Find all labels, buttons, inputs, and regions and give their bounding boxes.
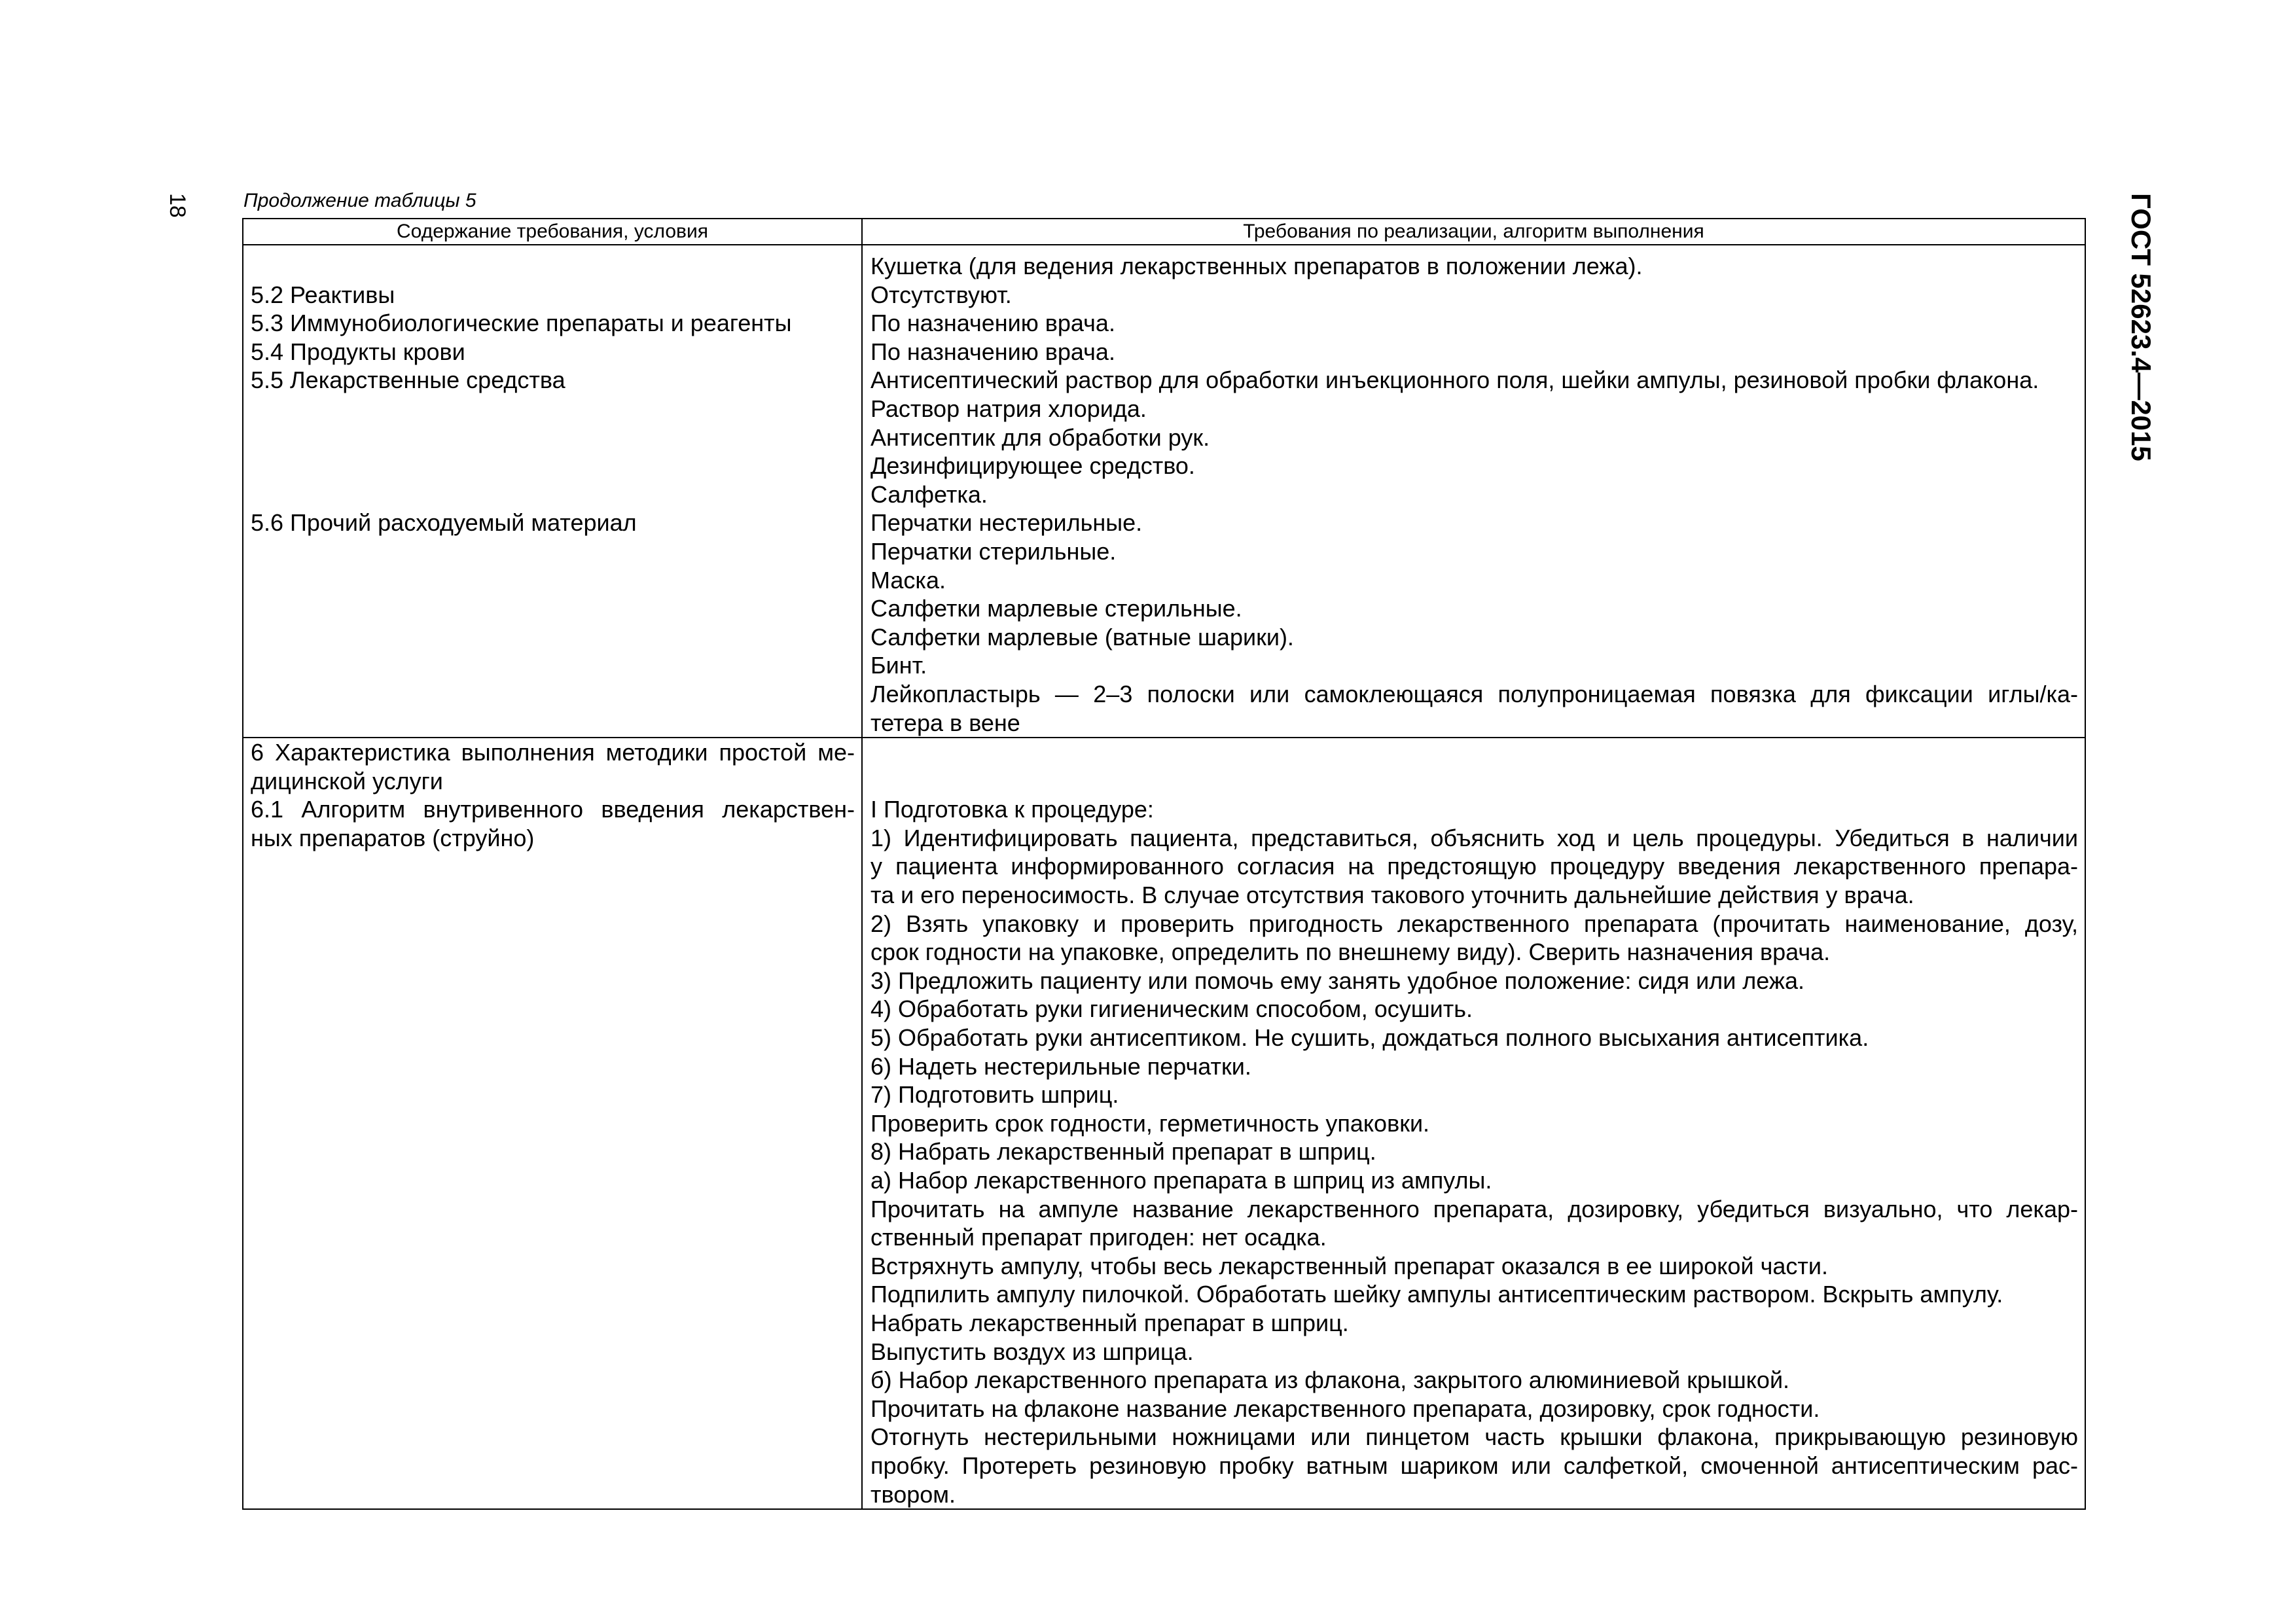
row2-right-line: б) Набор лекарственного препарата из флакона, закрытого алюминиевой крышкой.: [870, 1366, 1790, 1394]
row2-right-line: 8) Набрать лекарственный препарат в шприц.: [870, 1138, 1376, 1166]
row1-left-line: [251, 423, 855, 452]
row2-left-line: 6.1 Алгоритм внутривенного введения лекарствен-: [251, 796, 855, 823]
row2-right-line: ственный препарат пригоден: нет осадка.: [870, 1224, 1327, 1251]
row2-right-line: 5) Обработать руки антисептиком. Не сушить, дождаться полного высыхания антисептика.: [870, 1024, 1869, 1052]
table-row-procedure: [243, 738, 2085, 1509]
row1-left-line: [251, 395, 855, 423]
row1-right-line: Перчатки стерильные.: [870, 537, 1117, 565]
row1-right-line: Антисептик для обработки рук.: [870, 423, 1210, 451]
row1-right-line: Раствор натрия хлорида.: [870, 395, 1147, 422]
row1-right-line: Дезинфицирующее средство.: [870, 452, 1195, 480]
row2-right-line: [870, 738, 2078, 767]
row2-right-cell: [862, 738, 2085, 1509]
row1-right-line: тетера в вене: [870, 709, 1020, 736]
row2-right-line: 4) Обработать руки гигиеническим способом, осушить.: [870, 995, 1473, 1023]
row1-left-line: [251, 480, 855, 509]
table-row-materials: [243, 252, 2085, 738]
row2-left-cell: [243, 738, 862, 1509]
row2-right-line: та и его переносимость. В случае отсутствия такового уточнить дальнейшие действия у врача.: [870, 882, 1914, 909]
row1-left-line: [251, 252, 855, 281]
standard-code: ГОСТ 52623.4—2015: [2126, 193, 2157, 461]
row2-right-line: Отогнуть нестерильными ножницами или пинцетом часть крышки флакона, прикрывающую резиновую: [870, 1423, 2078, 1451]
row2-left-line: 6 Характеристика выполнения методики простой ме-: [251, 739, 855, 766]
row1-right-line: Перчатки нестерильные.: [870, 509, 1143, 537]
row2-right-line: Прочитать на ампуле название лекарственного препарата, дозировку, убедиться визуально, что лекар-: [870, 1195, 2078, 1222]
row2-right-line: 1) Идентифицировать пациента, представиться, объяснить ход и цель процедуры. Убедиться в наличии: [870, 824, 2078, 851]
row2-right-line: Прочитать на флаконе название лекарственного препарата, дозировку, срок годности.: [870, 1395, 1820, 1422]
row2-right-line: [870, 767, 2078, 796]
table-caption: Продолжение таблицы 5: [243, 190, 476, 211]
row1-right-cell: [862, 252, 2085, 738]
row2-right-line: Проверить срок годности, герметичность упаковки.: [870, 1109, 1430, 1137]
row1-left-line: 5.2 Реактивы: [251, 281, 395, 308]
row2-right-line: твором.: [870, 1480, 956, 1508]
row1-right-line: По назначению врача.: [870, 310, 1115, 337]
row2-right-line: у пациента информированного согласия на предстоящую процедуру введения лекарственного препара-: [870, 853, 2078, 880]
row2-right-line: 7) Подготовить шприц.: [870, 1081, 1119, 1109]
row2-right-line: а) Набор лекарственного препарата в шприц из ампулы.: [870, 1167, 1492, 1194]
row2-right-line: Набрать лекарственный препарат в шприц.: [870, 1309, 1349, 1336]
row2-right-line: Подпилить ампулу пилочкой. Обработать шейку ампулы антисептическим раствором. Вскрыть ампулу.: [870, 1281, 2003, 1308]
row1-left-line: 5.3 Иммунобиологические препараты и реагенты: [251, 310, 792, 337]
row2-right-line: Выпустить воздух из шприца.: [870, 1338, 1194, 1365]
header-gap-row: [243, 245, 2085, 252]
row2-left-line: ных препаратов (струйно): [251, 824, 535, 851]
table-header-row: [243, 219, 2085, 245]
row1-left-line: [251, 452, 855, 480]
row1-right-line: Маска.: [870, 566, 946, 594]
row1-right-line: Салфетка.: [870, 480, 988, 508]
row1-left-cell: [243, 252, 862, 738]
row2-right-line: 3) Предложить пациенту или помочь ему занять удобное положение: сидя или лежа.: [870, 967, 1805, 994]
row2-right-line: Встряхнуть ампулу, чтобы весь лекарственный препарат оказался в ее широкой части.: [870, 1252, 1828, 1279]
row1-left-line: 5.6 Прочий расходуемый материал: [251, 509, 637, 537]
row2-right-line: пробку. Протереть резиновую пробку ватным шариком или салфеткой, смоченной антисептическим рас-: [870, 1452, 2078, 1479]
row1-left-line: 5.5 Лекарственные средства: [251, 366, 565, 394]
row2-right-line: 2) Взять упаковку и проверить пригодность лекарственного препарата (прочитать наименование, дозу,: [870, 910, 2078, 937]
row1-right-line: Антисептический раствор для обработки инъекционного поля, шейки ампулы, резиновой пробки флакона.: [870, 366, 2039, 394]
row2-right-line: 6) Надеть нестерильные перчатки.: [870, 1052, 1251, 1080]
row1-left-line: 5.4 Продукты крови: [251, 338, 465, 365]
row1-right-line: По назначению врача.: [870, 338, 1115, 365]
header-implementation-algorithm: Требования по реализации, алгоритм выполнения: [862, 219, 2085, 245]
row1-right-line: Кушетка (для ведения лекарственных препаратов в положении лежа).: [870, 253, 1643, 279]
row2-right-line: I Подготовка к процедуре:: [870, 796, 1154, 823]
row2-right-line: срок годности на упаковке, определить по внешнему виду). Сверить назначения врача.: [870, 938, 1831, 966]
row1-right-line: Салфетки марлевые (ватные шарики).: [870, 623, 1294, 651]
requirements-table: [242, 218, 2086, 1510]
row1-right-line: Отсутствуют.: [870, 281, 1012, 308]
row2-left-line: дицинской услуги: [251, 767, 443, 794]
row1-right-line: Бинт.: [870, 652, 927, 679]
row1-right-line: Салфетки марлевые стерильные.: [870, 595, 1242, 622]
header-requirement-content: Содержание требования, условия: [243, 219, 862, 245]
row1-right-line: Лейкопластырь — 2–3 полоски или самоклеющаяся полупроницаемая повязка для фиксации иглы/ка-: [870, 680, 2078, 707]
page-number: 18: [165, 193, 190, 218]
